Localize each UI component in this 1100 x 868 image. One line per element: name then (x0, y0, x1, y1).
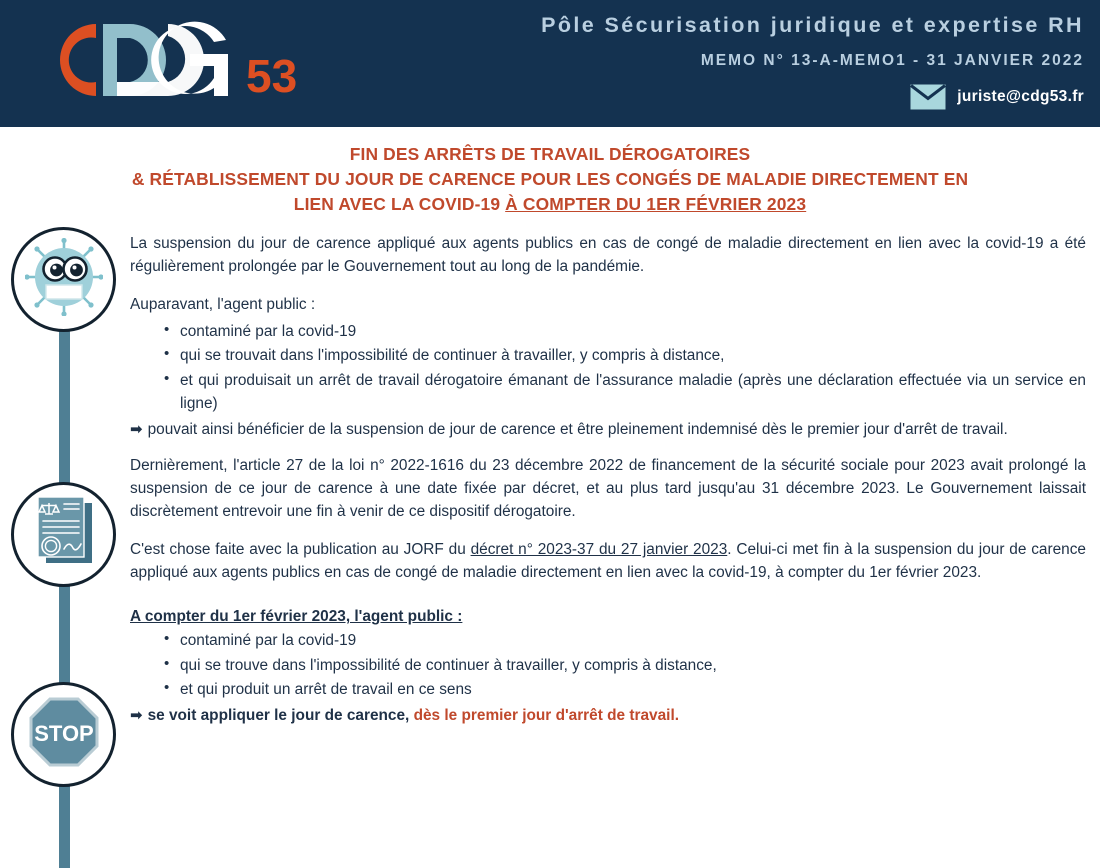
envelope-icon (910, 84, 946, 110)
logo-letter-c (60, 24, 96, 96)
title-line-3-plain: LIEN AVEC LA COVID-19 (293, 194, 506, 215)
org-title: Pôle Sécurisation juridique et expertise RH (541, 13, 1084, 37)
stop-sign-icon (28, 696, 100, 773)
before-conclusion-text: pouvait ainsi bénéficier de la suspension de jour de carence et être pleinement indemnisé dès le premier jour d'arrêt de travail. (147, 420, 1008, 438)
list-item: • et qui produisait un arrêt de travail dérogatoire émanant de l'assurance maladie (après une déclaration effectuée via un service en ligne) (164, 369, 1086, 416)
paragraph-intro: La suspension du jour de carence appliqué aux agents publics en cas de congé de maladie directement en lien avec la covid-19 a été régulièrement prolongée par le Gouvernement tout au long de la pandémie. (130, 234, 1086, 275)
list-item: • contaminé par la covid-19 (164, 320, 1086, 343)
virus-with-mask-icon (25, 238, 103, 321)
after-conclusion (130, 704, 1086, 727)
title-line-3-underlined: À COMPTER DU 1ER FÉVRIER 2023 (505, 194, 807, 215)
title-line-2: & RÉTABLISSEMENT DU JOUR DE CARENCE POUR LES CONGÉS DE MALADIE DIRECTEMENT EN (131, 169, 969, 190)
contact-email-text: juriste@cdg53.fr (957, 87, 1084, 105)
paragraph-law: Dernièrement, l'article 27 de la loi n° 2022-1616 du 23 décembre 2022 de financement de la sécurité sociale pour 2023 avait prolongé la suspension de ce jour de carence à une date fixée par décret, et au plus tard jusqu'au 31 décembre 2023. Le Gouvernement laissait discrètement entrevoir une fin à venir de ce dispositif dérogatoire. (130, 456, 1086, 520)
list-item: • contaminé par la covid-19 (164, 629, 1086, 652)
spacer (130, 599, 1086, 608)
cdg53-logo (18, 10, 348, 110)
decree-link[interactable]: décret n° 2023-37 du 27 janvier 2023 (470, 541, 728, 559)
legal-document-icon (28, 493, 100, 576)
arrow-right-icon: ➡ (130, 419, 143, 438)
arrow-right-icon: ➡ (130, 705, 143, 724)
document-title (28, 142, 1072, 218)
after-bullet-list (130, 629, 1086, 701)
header-right-block (384, 14, 1084, 110)
after-section-heading: A compter du 1er février 2023, l'agent public : (130, 608, 463, 626)
before-bullet-list (130, 320, 1086, 416)
list-item: • qui se trouve dans l'impossibilité de continuer à travailler, y compris à distance, (164, 654, 1086, 677)
title-line-3 (28, 192, 1072, 217)
list-item: • qui se trouvait dans l'impossibilité de continuer à travailler, y compris à distance, (164, 344, 1086, 367)
svg-text:STOP: STOP (33, 720, 94, 746)
logo-number-53: 53 (246, 50, 298, 102)
timeline-node-virus (11, 227, 116, 332)
before-conclusion (130, 418, 1086, 441)
page-header (0, 0, 1100, 127)
document-body (0, 232, 1100, 746)
paragraph-decree-pre: C'est chose faite avec la publication au JORF du (130, 541, 471, 559)
after-conclusion-accent: dès le premier jour d'arrêt de travail. (409, 706, 679, 724)
paragraph-decree (130, 538, 1086, 584)
after-conclusion-bold: se voit appliquer le jour de carence, (147, 706, 410, 724)
contact-email-block[interactable] (384, 84, 1084, 110)
title-line-1: FIN DES ARRÊTS DE TRAVAIL DÉROGATOIRES (349, 144, 751, 164)
before-intro-line: Auparavant, l'agent public : (130, 295, 316, 313)
cdg53-logo-mark (18, 10, 348, 110)
list-item: • et qui produit un arrêt de travail en ce sens (164, 678, 1086, 701)
timeline-node-stop (11, 682, 116, 787)
paragraph-decree-post: . Celui-ci met fin à la suspension du jour de carence appliqué aux agents publics en cas de congé de maladie directement en lien avec la covid-19, à compter du 1er février 2023. (130, 541, 1086, 582)
memo-reference: MEMO N° 13-A-MEMO1 - 31 JANVIER 2022 (700, 51, 1084, 69)
timeline-node-document (11, 482, 116, 587)
